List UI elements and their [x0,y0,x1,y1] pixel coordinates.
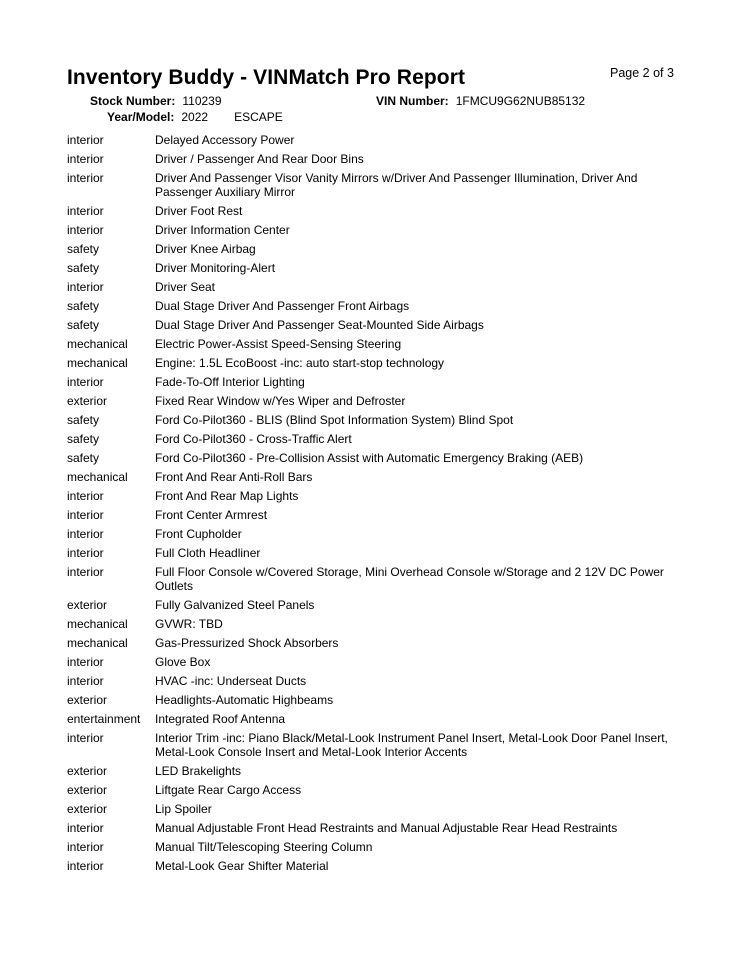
feature-category: mechanical [67,337,128,351]
feature-row [67,411,687,430]
stock-number-label: Stock Number: [90,94,176,108]
feature-description: Dual Stage Driver And Passenger Seat-Mounted Side Airbags [155,318,484,332]
feature-category: interior [67,821,104,835]
feature-category: safety [67,432,100,446]
feature-row [67,710,687,729]
feature-description: Dual Stage Driver And Passenger Front Airbags [155,299,410,313]
feature-category: interior [67,840,104,854]
feature-category: interior [67,674,104,688]
feature-category: mechanical [67,617,128,631]
feature-category: exterior [67,693,108,707]
feature-category: interior [67,859,104,873]
feature-category: safety [67,318,100,332]
feature-description: Gas-Pressurized Shock Absorbers [155,636,339,650]
feature-row [67,449,687,468]
year-model-field [107,110,283,124]
feature-row [67,838,687,857]
vin-number-field [376,94,585,108]
feature-row [67,131,687,150]
feature-row [67,525,687,544]
feature-row [67,819,687,838]
feature-description: Driver / Passenger And Rear Door Bins [155,152,364,166]
feature-category: interior [67,565,104,579]
feature-category: safety [67,413,100,427]
feature-category: interior [67,375,104,389]
feature-description: Delayed Accessory Power [155,133,295,147]
feature-list [67,131,687,876]
feature-row [67,857,687,876]
vin-number-label: VIN Number: [376,94,449,108]
stock-number-value: 110239 [182,94,222,108]
feature-category: safety [67,242,100,256]
feature-row [67,544,687,563]
feature-category: interior [67,280,104,294]
feature-category: interior [67,204,104,218]
feature-description: Fade-To-Off Interior Lighting [155,375,305,389]
feature-description: GVWR: TBD [155,617,223,631]
report-title: Inventory Buddy - VINMatch Pro Report [67,66,466,89]
page-number: Page 2 of 3 [610,66,674,80]
feature-description: Front And Rear Anti-Roll Bars [155,470,313,484]
feature-row [67,762,687,781]
feature-row [67,316,687,335]
feature-description: LED Brakelights [155,764,242,778]
feature-row [67,392,687,411]
feature-category: exterior [67,764,108,778]
feature-row [67,150,687,169]
feature-category: interior [67,152,104,166]
year-value: 2022 [181,110,209,124]
feature-category: interior [67,527,104,541]
feature-row [67,202,687,221]
feature-row [67,615,687,634]
feature-description: Full Cloth Headliner [155,546,261,560]
feature-category: entertainment [67,712,141,726]
feature-row [67,373,687,392]
feature-description: Headlights-Automatic Highbeams [155,693,334,707]
feature-description: Glove Box [155,655,211,669]
feature-row [67,259,687,278]
feature-row [67,634,687,653]
feature-category: safety [67,261,100,275]
feature-description: Fixed Rear Window w/Yes Wiper and Defroster [155,394,406,408]
feature-category: safety [67,451,100,465]
feature-description: Interior Trim -inc: Piano Black/Metal-Look Instrument Panel Insert, Metal-Look Door Panel Insert, Metal-Look Console Insert and Metal-Look Interior Accents [155,731,668,759]
feature-description: Ford Co-Pilot360 - BLIS (Blind Spot Information System) Blind Spot [155,413,514,427]
feature-row [67,729,687,762]
feature-row [67,354,687,373]
feature-category: exterior [67,783,108,797]
feature-row [67,430,687,449]
stock-number-field [90,94,222,108]
feature-row [67,563,687,596]
feature-category: interior [67,223,104,237]
feature-category: interior [67,489,104,503]
feature-category: interior [67,546,104,560]
feature-description: Driver And Passenger Visor Vanity Mirrors w/Driver And Passenger Illumination, Driver And Passenger Auxiliary Mirror [155,171,638,199]
feature-description: Integrated Roof Antenna [155,712,286,726]
feature-description: Manual Adjustable Front Head Restraints and Manual Adjustable Rear Head Restraints [155,821,618,835]
feature-row [67,781,687,800]
year-model-label: Year/Model: [107,110,175,124]
feature-description: Manual Tilt/Telescoping Steering Column [155,840,373,854]
feature-description: Ford Co-Pilot360 - Cross-Traffic Alert [155,432,352,446]
feature-row [67,653,687,672]
feature-category: interior [67,508,104,522]
feature-description: Ford Co-Pilot360 - Pre-Collision Assist with Automatic Emergency Braking (AEB) [155,451,584,465]
feature-description: Engine: 1.5L EcoBoost -inc: auto start-stop technology [155,356,445,370]
feature-row [67,221,687,240]
feature-category: safety [67,299,100,313]
feature-description: Driver Information Center [155,223,290,237]
feature-description: Front Center Armrest [155,508,268,522]
feature-category: exterior [67,802,108,816]
feature-description: Driver Foot Rest [155,204,243,218]
feature-category: exterior [67,394,108,408]
feature-description: Fully Galvanized Steel Panels [155,598,315,612]
model-value: ESCAPE [234,110,283,124]
feature-row [67,297,687,316]
feature-description: Driver Knee Airbag [155,242,256,256]
vin-number-value: 1FMCU9G62NUB85132 [455,94,586,108]
feature-row [67,169,687,202]
feature-description: Electric Power-Assist Speed-Sensing Steering [155,337,402,351]
feature-category: interior [67,731,104,745]
feature-description: Lip Spoiler [155,802,212,816]
feature-category: mechanical [67,470,128,484]
feature-row [67,596,687,615]
feature-description: Metal-Look Gear Shifter Material [155,859,329,873]
feature-row [67,691,687,710]
feature-row [67,672,687,691]
feature-row [67,278,687,297]
feature-category: mechanical [67,356,128,370]
feature-category: exterior [67,598,108,612]
feature-row [67,506,687,525]
feature-row [67,335,687,354]
feature-category: interior [67,171,104,185]
feature-description: Liftgate Rear Cargo Access [155,783,302,797]
feature-description: Front Cupholder [155,527,242,541]
feature-description: HVAC -inc: Underseat Ducts [155,674,307,688]
feature-row [67,468,687,487]
feature-description: Driver Monitoring-Alert [155,261,276,275]
feature-row [67,240,687,259]
feature-category: interior [67,133,104,147]
feature-category: interior [67,655,104,669]
feature-category: mechanical [67,636,128,650]
feature-description: Full Floor Console w/Covered Storage, Mini Overhead Console w/Storage and 2 12V DC Power Outlets [155,565,664,593]
feature-description: Driver Seat [155,280,216,294]
feature-description: Front And Rear Map Lights [155,489,299,503]
feature-row [67,487,687,506]
feature-row [67,800,687,819]
